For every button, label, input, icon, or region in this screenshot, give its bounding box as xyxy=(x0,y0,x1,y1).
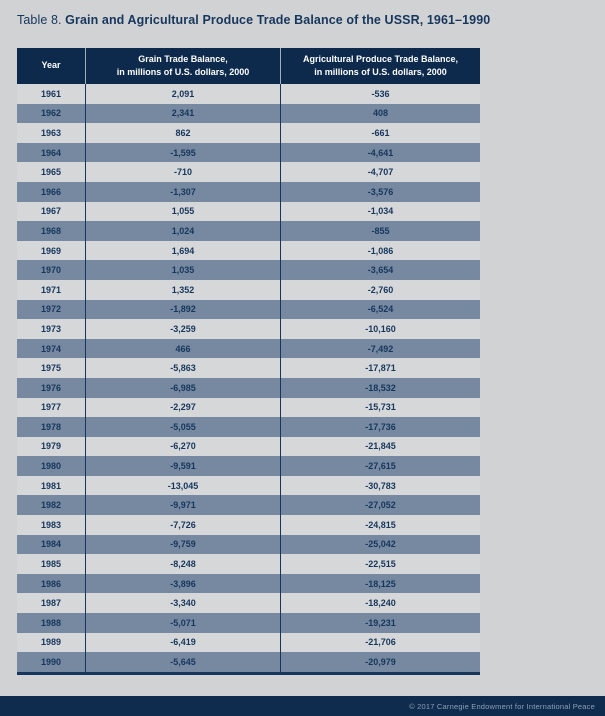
cell-grain-balance: 466 xyxy=(85,339,280,359)
table-row xyxy=(17,398,480,418)
cell-year: 1981 xyxy=(40,480,62,491)
table-row xyxy=(17,554,480,574)
cell-grain-balance: -1,595 xyxy=(85,143,280,163)
cell-year: 1967 xyxy=(40,206,62,217)
cell-grain-balance: -9,971 xyxy=(85,495,280,515)
cell-grain-balance: -3,340 xyxy=(85,593,280,613)
cell-grain-balance: -9,591 xyxy=(85,456,280,476)
cell-grain-balance: -5,055 xyxy=(85,417,280,437)
column-header-grain-line1: Grain Trade Balance, xyxy=(138,53,228,64)
cell-year: 1964 xyxy=(40,147,62,158)
cell-year: 1962 xyxy=(40,108,62,119)
column-header-agri-line1: Agricultural Produce Trade Balance, xyxy=(302,53,459,64)
cell-agri-balance: -25,042 xyxy=(280,535,480,555)
cell-grain-balance: 862 xyxy=(85,123,280,143)
column-header-grain-balance xyxy=(85,48,280,84)
cell-agri-balance: -27,615 xyxy=(280,456,480,476)
cell-agri-balance: -22,515 xyxy=(280,554,480,574)
table-row xyxy=(17,162,480,182)
table-row xyxy=(17,437,480,457)
cell-grain-balance: -5,071 xyxy=(85,613,280,633)
cell-year: 1980 xyxy=(40,461,62,472)
cell-grain-balance: -7,726 xyxy=(85,515,280,535)
cell-agri-balance: -15,731 xyxy=(280,398,480,418)
table-row xyxy=(17,202,480,222)
cell-agri-balance: -18,240 xyxy=(280,593,480,613)
cell-grain-balance: -710 xyxy=(85,162,280,182)
cell-agri-balance: -17,871 xyxy=(280,358,480,378)
table-row xyxy=(17,84,480,104)
cell-year: 1978 xyxy=(40,421,62,432)
column-header-agri-balance xyxy=(280,48,480,84)
cell-year: 1965 xyxy=(40,167,62,178)
cell-grain-balance: -5,645 xyxy=(85,652,280,672)
cell-grain-balance: 1,055 xyxy=(85,202,280,222)
cell-agri-balance: -3,576 xyxy=(280,182,480,202)
cell-grain-balance: -13,045 xyxy=(85,476,280,496)
cell-grain-balance: -3,896 xyxy=(85,574,280,594)
column-header-grain-line2: in millions of U.S. dollars, 2000 xyxy=(116,67,250,77)
cell-agri-balance: -18,532 xyxy=(280,378,480,398)
cell-year: 1976 xyxy=(40,382,62,393)
cell-agri-balance: -21,845 xyxy=(280,437,480,457)
cell-agri-balance: -30,783 xyxy=(280,476,480,496)
cell-grain-balance: 1,035 xyxy=(85,260,280,280)
table-title xyxy=(17,13,490,27)
table-row xyxy=(17,339,480,359)
cell-year: 1974 xyxy=(40,343,62,354)
cell-agri-balance: -4,641 xyxy=(280,143,480,163)
table-row xyxy=(17,593,480,613)
cell-grain-balance: 1,352 xyxy=(85,280,280,300)
cell-year: 1973 xyxy=(40,323,62,334)
cell-year: 1990 xyxy=(40,657,62,668)
table-row xyxy=(17,535,480,555)
cell-grain-balance: -2,297 xyxy=(85,398,280,418)
cell-agri-balance: -855 xyxy=(280,221,480,241)
cell-year: 1979 xyxy=(40,441,62,452)
cell-year: 1972 xyxy=(40,304,62,315)
cell-agri-balance: -20,979 xyxy=(280,652,480,672)
cell-year: 1982 xyxy=(40,500,62,511)
cell-year: 1977 xyxy=(40,402,62,413)
data-table xyxy=(17,48,480,675)
table-row xyxy=(17,123,480,143)
cell-grain-balance: 1,024 xyxy=(85,221,280,241)
cell-year: 1975 xyxy=(40,363,62,374)
cell-year: 1963 xyxy=(40,127,62,138)
cell-year: 1970 xyxy=(40,265,62,276)
cell-agri-balance: -6,524 xyxy=(280,300,480,320)
column-header-year xyxy=(17,48,85,84)
table-row xyxy=(17,613,480,633)
cell-agri-balance: -19,231 xyxy=(280,613,480,633)
cell-year: 1983 xyxy=(40,519,62,530)
column-header-year-label: Year xyxy=(41,60,61,71)
table-row xyxy=(17,633,480,653)
cell-agri-balance: -7,492 xyxy=(280,339,480,359)
cell-grain-balance: -3,259 xyxy=(85,319,280,339)
table-body xyxy=(17,84,480,672)
cell-grain-balance: -1,892 xyxy=(85,300,280,320)
table-row xyxy=(17,378,480,398)
cell-year: 1986 xyxy=(40,578,62,589)
cell-agri-balance: -18,125 xyxy=(280,574,480,594)
cell-agri-balance: -536 xyxy=(280,84,480,104)
copyright-text: © 2017 Carnegie Endowment for International Peace xyxy=(409,701,595,711)
cell-year: 1988 xyxy=(40,617,62,628)
cell-grain-balance: -5,863 xyxy=(85,358,280,378)
table-row xyxy=(17,260,480,280)
cell-year: 1985 xyxy=(40,559,62,570)
cell-year: 1961 xyxy=(40,88,62,99)
table-header-row xyxy=(17,48,480,84)
cell-year: 1987 xyxy=(40,598,62,609)
cell-agri-balance: -661 xyxy=(280,123,480,143)
column-header-agri-line2: in millions of U.S. dollars, 2000 xyxy=(314,67,447,77)
cell-year: 1966 xyxy=(40,186,62,197)
table-row xyxy=(17,417,480,437)
footer-bar xyxy=(0,696,605,716)
table-row xyxy=(17,476,480,496)
table-row xyxy=(17,221,480,241)
table-row xyxy=(17,143,480,163)
cell-grain-balance: -6,419 xyxy=(85,633,280,653)
cell-agri-balance: -24,815 xyxy=(280,515,480,535)
cell-grain-balance: -1,307 xyxy=(85,182,280,202)
table-row xyxy=(17,495,480,515)
table-title-text: Grain and Agricultural Produce Trade Balance of the USSR, 1961–1990 xyxy=(65,13,491,27)
cell-agri-balance: -1,034 xyxy=(280,202,480,222)
table-number-label: Table 8. xyxy=(17,13,62,27)
cell-agri-balance: -4,707 xyxy=(280,162,480,182)
cell-agri-balance: -17,736 xyxy=(280,417,480,437)
cell-grain-balance: -6,985 xyxy=(85,378,280,398)
cell-agri-balance: -27,052 xyxy=(280,495,480,515)
cell-year: 1969 xyxy=(40,245,62,256)
cell-agri-balance: -1,086 xyxy=(280,241,480,261)
cell-agri-balance: -21,706 xyxy=(280,633,480,653)
table-row xyxy=(17,319,480,339)
table-row xyxy=(17,182,480,202)
cell-grain-balance: 1,694 xyxy=(85,241,280,261)
cell-year: 1989 xyxy=(40,637,62,648)
table-row xyxy=(17,652,480,672)
table-row xyxy=(17,104,480,124)
cell-grain-balance: 2,341 xyxy=(85,104,280,124)
cell-agri-balance: 408 xyxy=(280,104,480,124)
table-row xyxy=(17,280,480,300)
cell-year: 1971 xyxy=(40,284,62,295)
table-row xyxy=(17,456,480,476)
table-row xyxy=(17,300,480,320)
table-row xyxy=(17,574,480,594)
cell-year: 1984 xyxy=(40,539,62,550)
cell-grain-balance: -9,759 xyxy=(85,535,280,555)
table-row xyxy=(17,515,480,535)
table-bottom-rule xyxy=(17,672,480,675)
cell-year: 1968 xyxy=(40,225,62,236)
cell-agri-balance: -2,760 xyxy=(280,280,480,300)
table-row xyxy=(17,358,480,378)
cell-agri-balance: -3,654 xyxy=(280,260,480,280)
cell-grain-balance: 2,091 xyxy=(85,84,280,104)
cell-agri-balance: -10,160 xyxy=(280,319,480,339)
table-row xyxy=(17,241,480,261)
cell-grain-balance: -6,270 xyxy=(85,437,280,457)
cell-grain-balance: -8,248 xyxy=(85,554,280,574)
